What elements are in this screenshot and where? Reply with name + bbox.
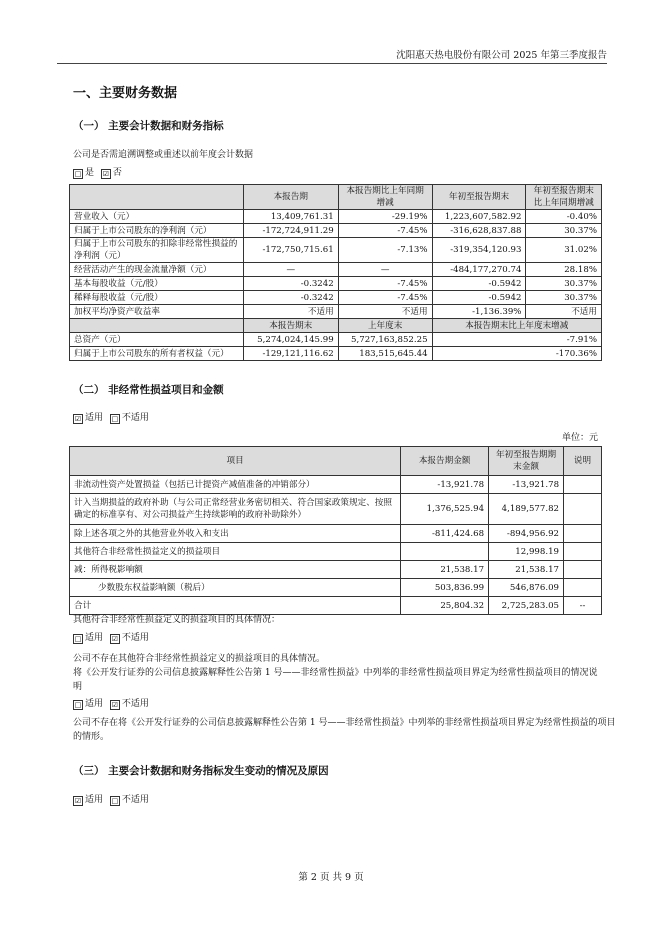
- header-cell: 年初至报告期末: [432, 185, 526, 210]
- option-yes-label: 是: [85, 168, 95, 178]
- option-no-label: 否: [112, 168, 122, 178]
- item-label: 合计: [70, 597, 401, 615]
- cell-value: 4,189,577.82: [489, 494, 564, 525]
- checkbox-applicable[interactable]: □: [74, 635, 82, 643]
- table-row: [70, 579, 602, 597]
- cell-value: —: [338, 263, 432, 277]
- not-applicable-label: 不适用: [121, 413, 149, 423]
- cell-value: -7.45%: [338, 277, 432, 291]
- unit-label: 单位：元: [561, 433, 598, 443]
- subsection-title-changes: （三） 主要会计数据和财务指标发生变动的情况及原因: [73, 765, 329, 777]
- cell-value: -172,724,911.29: [243, 224, 338, 238]
- nonrecurring-applicability: [73, 411, 149, 425]
- table-row: [70, 494, 602, 525]
- cell-value: 21,538.17: [401, 561, 489, 579]
- cell-value: -7.13%: [338, 238, 432, 263]
- header-cell: [70, 185, 244, 210]
- checkbox-not-applicable[interactable]: □: [111, 797, 119, 805]
- header-cell: 本报告期: [243, 185, 338, 210]
- checkbox-not-applicable[interactable]: ☑: [111, 635, 119, 643]
- table-subheader-row: [70, 319, 602, 333]
- cell-value: 30.37%: [526, 224, 602, 238]
- cell-value: 30.37%: [526, 277, 602, 291]
- item-label: 少数股东权益影响额（税后）: [70, 579, 401, 597]
- table-row: [70, 476, 602, 494]
- cell-value: 13,409,761.31: [243, 210, 338, 224]
- cell-note: [564, 561, 602, 579]
- cell-value: 1,376,525.94: [401, 494, 489, 525]
- restatement-question: 公司是否需追溯调整或重述以前年度会计数据: [73, 150, 254, 160]
- header-cell: 年初至报告期期末金额: [489, 447, 564, 476]
- header-divider: [57, 63, 607, 64]
- row-label: 基本每股收益（元/股）: [70, 277, 244, 291]
- cell-value: -7.45%: [338, 291, 432, 305]
- cell-value: -29.19%: [338, 210, 432, 224]
- cell-value: 546,876.09: [489, 579, 564, 597]
- table-row: [70, 277, 602, 291]
- checkbox-no[interactable]: ☑: [102, 170, 110, 178]
- cell-value: [401, 543, 489, 561]
- row-label: 营业收入（元）: [70, 210, 244, 224]
- header-cell: [70, 319, 244, 333]
- section-title-financial-data: 一、主要财务数据: [73, 86, 178, 101]
- note-other-items-options: [73, 631, 149, 645]
- row-label: 经营活动产生的现金流量净额（元）: [70, 263, 244, 277]
- table-row: [70, 525, 602, 543]
- table-header-row: [70, 185, 602, 210]
- item-label: 非流动性资产处置损益（包括已计提资产减值准备的冲销部分）: [70, 476, 401, 494]
- cell-value: 不适用: [526, 305, 602, 319]
- row-label: 归属于上市公司股东的净利润（元）: [70, 224, 244, 238]
- note-reclassification: 将《公开发行证券的公司信息披露解释性公告第 1 号——非经常性损益》中列举的非经常性损益项目界定为经常性损益项目的情况说明: [73, 668, 598, 692]
- table-row: [70, 543, 602, 561]
- restatement-options: [73, 166, 122, 180]
- cell-value: -7.91%: [432, 333, 601, 347]
- checkbox-applicable[interactable]: ☑: [74, 415, 82, 423]
- checkbox-applicable[interactable]: ☑: [74, 797, 82, 805]
- table-row: [70, 561, 602, 579]
- row-label: 加权平均净资产收益率: [70, 305, 244, 319]
- cell-value: -316,628,837.88: [432, 224, 526, 238]
- checkbox-not-applicable[interactable]: □: [111, 415, 119, 423]
- table-row-total: [70, 597, 602, 615]
- applicable-label: 适用: [85, 413, 104, 423]
- cell-value: 12,998.19: [489, 543, 564, 561]
- not-applicable-label: 不适用: [121, 795, 149, 805]
- cell-value: -13,921.78: [489, 476, 564, 494]
- note-other-items: 其他符合非经常性损益定义的损益项目的具体情况：: [73, 615, 281, 625]
- header-cell: 年初至报告期末比上年同期增减: [526, 185, 602, 210]
- item-label: 计入当期损益的政府补助（与公司正常经营业务密切相关、符合国家政策规定、按照确定的标准享有、对公司损益产生持续影响的政府补助除外）: [70, 494, 401, 525]
- row-label: 稀释每股收益（元/股）: [70, 291, 244, 305]
- table-row: [70, 305, 602, 319]
- row-label: 归属于上市公司股东的扣除非经常性损益的净利润（元）: [70, 238, 244, 263]
- cell-value: -0.3242: [243, 277, 338, 291]
- applicable-label: 适用: [85, 633, 104, 643]
- header-cell: 本报告期比上年同期增减: [338, 185, 432, 210]
- row-label: 总资产（元）: [70, 333, 244, 347]
- header-cell: 项目: [70, 447, 401, 476]
- key-financial-data-table: [69, 184, 602, 361]
- cell-note: [564, 525, 602, 543]
- cell-note: [564, 476, 602, 494]
- subsection-title-key-data: （一） 主要会计数据和财务指标: [73, 120, 224, 132]
- table-row: [70, 347, 602, 361]
- cell-value: -0.40%: [526, 210, 602, 224]
- table-row: [70, 238, 602, 263]
- subsection-title-nonrecurring: （二） 非经常性损益项目和金额: [73, 384, 224, 396]
- cell-value: 5,274,024,145.99: [243, 333, 338, 347]
- cell-note: [564, 579, 602, 597]
- header-cell: 本报告期末比上年度末增减: [432, 319, 601, 333]
- table-row: [70, 224, 602, 238]
- changes-applicability: [73, 793, 149, 807]
- checkbox-applicable[interactable]: □: [74, 701, 82, 709]
- cell-value: -7.45%: [338, 224, 432, 238]
- cell-value: —: [243, 263, 338, 277]
- not-applicable-label: 不适用: [121, 699, 149, 709]
- cell-value: -484,177,270.74: [432, 263, 526, 277]
- table-header-row: [70, 447, 602, 476]
- cell-value: 25,804.32: [401, 597, 489, 615]
- item-label: 其他符合非经常性损益定义的损益项目: [70, 543, 401, 561]
- cell-note: [564, 494, 602, 525]
- cell-note: [564, 543, 602, 561]
- cell-value: 28.18%: [526, 263, 602, 277]
- cell-value: 不适用: [338, 305, 432, 319]
- cell-value: -1,136.39%: [432, 305, 526, 319]
- header-cell: 说明: [564, 447, 602, 476]
- checkbox-not-applicable[interactable]: ☑: [111, 701, 119, 709]
- cell-value: 5,727,163,852.25: [338, 333, 432, 347]
- cell-value: -0.5942: [432, 291, 526, 305]
- row-label: 归属于上市公司股东的所有者权益（元）: [70, 347, 244, 361]
- header-cell: 本报告期末: [243, 319, 338, 333]
- cell-value: 503,836.99: [401, 579, 489, 597]
- header-cell: 本报告期金额: [401, 447, 489, 476]
- note-no-other-items: 公司不存在其他符合非经常性损益定义的损益项目的具体情况。: [73, 654, 326, 664]
- cell-note: --: [564, 597, 602, 615]
- table-row: [70, 210, 602, 224]
- cell-value: -319,354,120.93: [432, 238, 526, 263]
- note-reclassification-options: [73, 697, 149, 711]
- cell-value: -170.36%: [432, 347, 601, 361]
- cell-value: -129,121,116.62: [243, 347, 338, 361]
- applicable-label: 适用: [85, 699, 104, 709]
- cell-value: 1,223,607,582.92: [432, 210, 526, 224]
- item-label: 除上述各项之外的其他营业外收入和支出: [70, 525, 401, 543]
- cell-value: 31.02%: [526, 238, 602, 263]
- page-number: 第 2 页 共 9 页: [298, 872, 364, 883]
- checkbox-yes[interactable]: □: [74, 170, 82, 178]
- cell-value: 21,538.17: [489, 561, 564, 579]
- cell-value: -172,750,715.61: [243, 238, 338, 263]
- table-row: [70, 333, 602, 347]
- cell-value: -894,956.92: [489, 525, 564, 543]
- table-row: [70, 291, 602, 305]
- cell-value: -0.5942: [432, 277, 526, 291]
- cell-value: 不适用: [243, 305, 338, 319]
- table-row: [70, 263, 602, 277]
- nonrecurring-items-table: [69, 446, 602, 615]
- note-no-reclassification: 公司不存在将《公开发行证券的公司信息披露解释性公告第 1 号——非经常性损益》中列举的非经常性损益项目界定为经常性损益的项目的情形。: [73, 718, 616, 742]
- cell-value: -13,921.78: [401, 476, 489, 494]
- cell-value: 2,725,283.05: [489, 597, 564, 615]
- applicable-label: 适用: [85, 795, 104, 805]
- header-cell: 上年度末: [338, 319, 432, 333]
- not-applicable-label: 不适用: [121, 633, 149, 643]
- cell-value: -0.3242: [243, 291, 338, 305]
- item-label: 减：所得税影响额: [70, 561, 401, 579]
- cell-value: 30.37%: [526, 291, 602, 305]
- cell-value: -811,424.68: [401, 525, 489, 543]
- report-header-title: 沈阳惠天热电股份有限公司 2025 年第三季度报告: [396, 50, 607, 61]
- cell-value: 183,515,645.44: [338, 347, 432, 361]
